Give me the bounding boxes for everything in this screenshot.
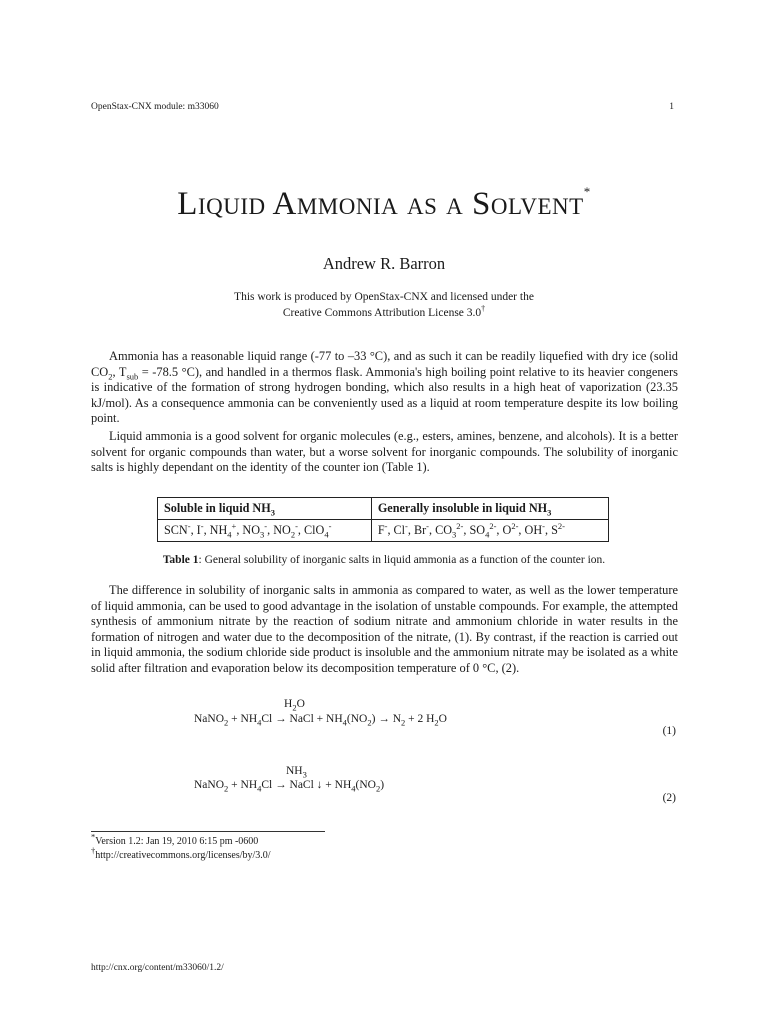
paragraph-solvent: Liquid ammonia is a good solvent for organic molecules (e.g., esters, amines, benzene, and alcohols). It is a better solvent for organic compounds than water, but a worse solvent for inorganic compounds. The solubility of inorganic salts is highly dependant on the identity of the counter ion (Table 1).	[91, 429, 678, 475]
eq-sub: 2	[434, 717, 439, 728]
ion-text: F	[377, 523, 385, 537]
eq-sub: 4	[257, 717, 262, 728]
eq-sub: 2	[401, 717, 406, 728]
table-header-row	[158, 498, 609, 520]
eq-sub: 2	[224, 717, 229, 728]
equation-1-number: (1)	[662, 725, 676, 737]
header-soluble-text: Soluble in liquid NH	[164, 501, 271, 515]
ion-charge: -	[295, 520, 298, 531]
author: Andrew R. Barron	[322, 254, 446, 273]
eq-sub: 2	[367, 717, 372, 728]
p1-sub-tsub: sub	[126, 371, 139, 382]
reaction-arrow: →	[275, 713, 287, 725]
ion-charge: -	[405, 520, 408, 531]
ion-charge: +	[231, 520, 237, 531]
eq-term: NaNO	[194, 779, 225, 791]
reaction-arrow: →	[275, 779, 287, 791]
ion-text: , I	[190, 523, 201, 537]
ion-text: , ClO	[297, 523, 325, 537]
ion-text: , O	[496, 523, 512, 537]
ion-charge: 2-	[489, 520, 497, 531]
eq-term: NaCl	[286, 779, 314, 791]
ion-text: , Cl	[387, 523, 406, 537]
ion-charge: -	[384, 520, 388, 531]
ion-charge: -	[328, 520, 332, 531]
ion-charge: 2-	[456, 520, 464, 531]
caption-text: : General solubility of inorganic salts in liquid ammonia as a function of the counter ion.	[198, 554, 606, 566]
license-footnote-mark: †	[481, 304, 486, 314]
eq-term: )	[380, 779, 385, 791]
eq-term: + NH	[228, 713, 258, 725]
ion-charge: 2-	[511, 520, 519, 531]
ion-charge: -	[200, 520, 204, 531]
eq-term: N	[389, 713, 401, 725]
ion-subscript: 4	[227, 529, 232, 540]
eq-term: (NO	[346, 713, 368, 725]
ion-subscript: 3	[260, 529, 265, 540]
eq-term: NaNO	[194, 713, 225, 725]
condition-sub: 3	[302, 769, 307, 780]
eq-term: + 2 H	[405, 713, 435, 725]
eq-term: Cl	[261, 779, 273, 791]
condition-text-end: O	[296, 698, 305, 710]
condition-sub: 2	[292, 702, 297, 713]
ion-text: , OH	[518, 523, 543, 537]
precipitate-arrow: ↓	[316, 779, 323, 791]
ion-text: , Br	[407, 523, 427, 537]
condition-text: H	[284, 698, 293, 710]
title-text: Liquid Ammonia as a Solvent	[177, 186, 584, 222]
eq-term: + NH	[228, 779, 258, 791]
soluble-ions-cell	[158, 520, 372, 542]
ion-charge: -	[426, 520, 430, 531]
footnote-text: Version 1.2: Jan 19, 2010 6:15 pm -0600	[95, 836, 259, 847]
header-soluble	[158, 498, 372, 520]
p1-sub-co2: 2	[108, 371, 113, 382]
ion-text: , NO	[267, 523, 291, 537]
eq-sub: 4	[257, 783, 262, 794]
caption-label: Table 1	[162, 554, 199, 566]
page-title	[0, 186, 768, 223]
eq-term: + NH	[322, 779, 352, 791]
paragraph-synthesis: The difference in solubility of inorganic salts in ammonia as compared to water, as well as the lower temperature of liquid ammonia, can be used to good advantage in the isolation of unstable compounds. For example, the attempted synthesis of ammonium nitrate by the reaction of sodium nitrate and ammonium chloride in water results in the formation of nitrogen and water due to the decomposition of the nitrate, (1). By contrast, if the reaction is carried out in liquid ammonia, the sodium chloride side product is insoluble and the ammonium nitrate may be isolated as a white solid after filtration and evaporation below its decomposition temperature of 0 °C, (2).	[91, 583, 678, 675]
equation-1-condition	[284, 698, 305, 713]
table-caption	[0, 554, 768, 566]
ion-charge: -	[187, 520, 191, 531]
ion-text: , SO	[463, 523, 486, 537]
eq-sub: 2	[375, 783, 381, 794]
p1-text-b: , T	[112, 364, 127, 379]
license-notice	[0, 289, 768, 321]
eq-term: (NO	[355, 779, 376, 791]
eq-term: O	[438, 713, 447, 725]
ion-charge: -	[542, 520, 545, 531]
ion-charge: -	[264, 520, 268, 531]
eq-term: NaCl + NH	[286, 713, 343, 725]
eq-term: Cl	[261, 713, 273, 725]
ion-subscript: 4	[485, 529, 490, 540]
eq-sub: 2	[224, 783, 229, 794]
header-soluble-sub: 3	[270, 507, 275, 518]
page-number: 1	[669, 102, 674, 112]
equation-2-condition	[286, 765, 307, 780]
equation-2-number: (2)	[662, 792, 676, 804]
footer-url[interactable]: http://cnx.org/content/m33060/1.2/	[91, 963, 224, 973]
footnote-license-url	[91, 845, 271, 861]
p1-text-c: = -78.5 °C), and handled in a thermos flask. Ammonia's high boiling point relative to its heavier congeners is indicative of the formation of strong hydrogen bonding, which also results in a high heat of vaporization (23.35 kJ/mol). As a consequence ammonia can be conveniently used as a liquid at room temperature despite its low boiling point.	[91, 364, 678, 426]
header-insoluble-text: Generally insoluble in liquid NH	[377, 501, 548, 515]
reaction-arrow: →	[378, 713, 390, 725]
header-insoluble	[371, 498, 608, 520]
module-id: OpenStax-CNX module: m33060	[91, 102, 219, 112]
condition-text: NH	[286, 765, 303, 777]
ion-text: , NH	[203, 523, 228, 537]
footnote-rule	[91, 831, 325, 832]
footnote-link[interactable]: http://creativecommons.org/licenses/by/3.0/	[95, 850, 271, 861]
ion-text: SCN	[164, 523, 188, 537]
paragraph-intro	[91, 349, 678, 427]
table-row	[158, 520, 609, 542]
footnote-version	[91, 831, 259, 847]
eq-sub: 4	[351, 783, 356, 794]
ion-subscript: 3	[452, 529, 457, 540]
eq-term: )	[371, 713, 376, 725]
p1-text-a: Ammonia has a reasonable liquid range (-77 to –33 °C), and as such it can be readily liquefied with dry ice (solid CO	[91, 349, 678, 379]
ion-text: , NO	[236, 523, 261, 537]
footnote-mark: †	[91, 845, 96, 856]
equation-1	[194, 713, 447, 728]
ion-subscript: 4	[324, 529, 329, 540]
footnote-mark: *	[91, 831, 96, 842]
equation-2	[194, 779, 385, 794]
header-insoluble-sub: 3	[547, 507, 552, 518]
ion-text: , CO	[429, 523, 453, 537]
license-line-1: This work is produced by OpenStax-CNX and licensed under the	[234, 291, 534, 303]
license-name: Creative Commons Attribution License 3.0	[282, 307, 482, 319]
insoluble-ions-cell	[371, 520, 608, 542]
ion-charge: 2-	[557, 520, 565, 531]
title-footnote-mark: *	[583, 184, 591, 199]
ion-text: , S	[544, 523, 558, 537]
solubility-table	[157, 497, 609, 542]
eq-sub: 4	[342, 717, 347, 728]
ion-subscript: 2	[290, 529, 296, 540]
license-line-2	[0, 305, 768, 321]
